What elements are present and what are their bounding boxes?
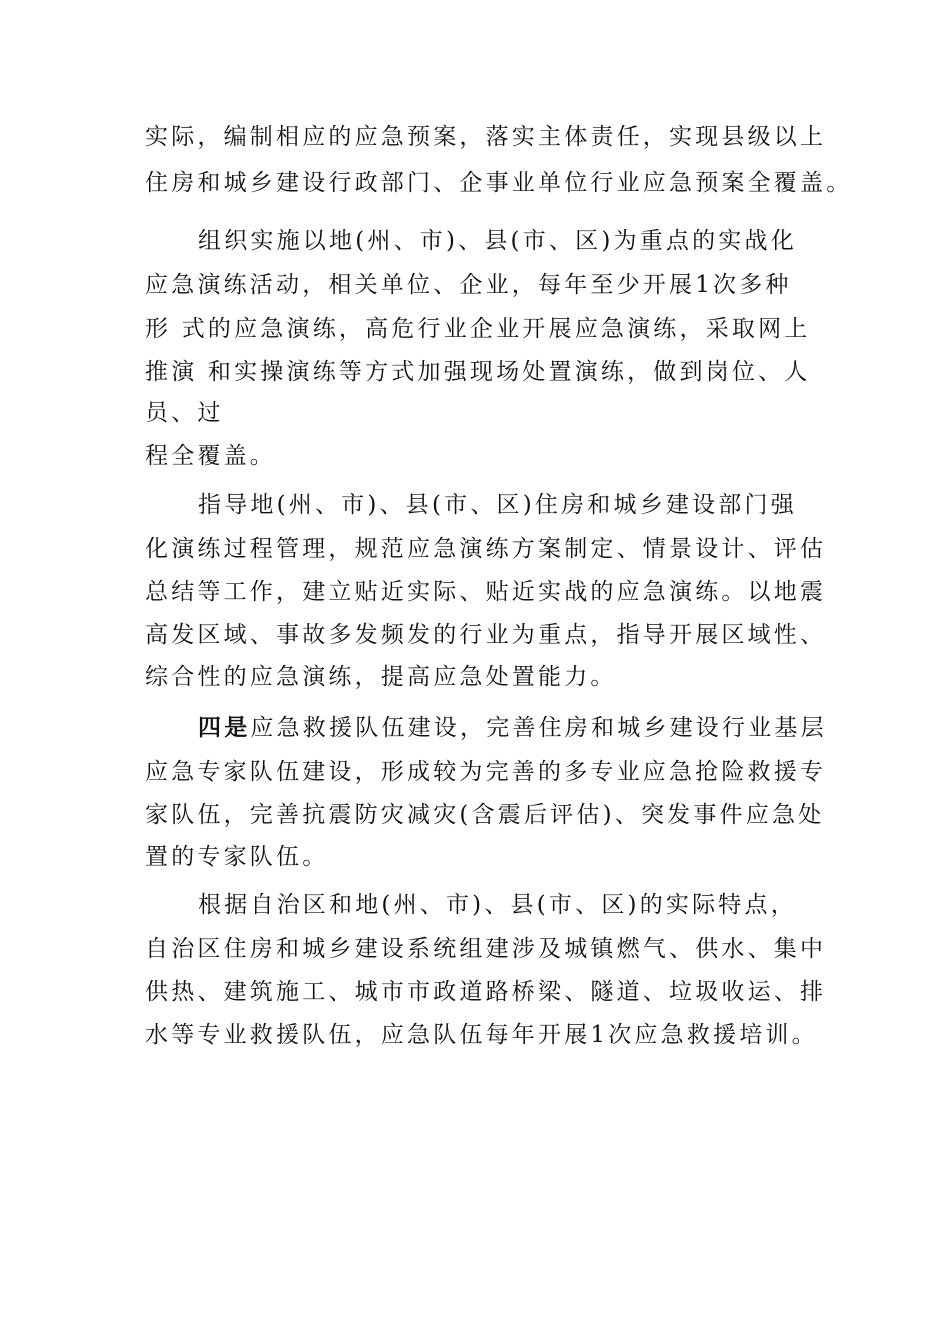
text-line: 程全覆盖。 <box>145 443 276 469</box>
text-line: 实际，编制相应的应急预案，落实主体责任，实现县级以上 <box>145 124 827 150</box>
paragraph-first-line <box>198 713 827 743</box>
text-line: 应急演练活动，相关单位、企业，每年至少开展1次多种 <box>145 272 792 298</box>
text-line: 自治区住房和城乡建设系统组建涉及城镇燃气、供水、集中 <box>145 936 827 962</box>
text-line: 员、过 <box>145 400 224 426</box>
text-line: 综合性的应急演练，提高应急处置能力。 <box>145 664 617 690</box>
text-line: 供热、建筑施工、城市市政道路桥梁、隧道、垃圾收运、排 <box>145 979 827 1005</box>
text-line: 水等专业救援队伍，应急队伍每年开展1次应急救援培训。 <box>145 1022 818 1048</box>
text-line: 家队伍，完善抗震防灾减灾(含震后评估)、突发事件应急处 <box>145 802 825 828</box>
text-line: 形 式的应急演练，高危行业企业开展应急演练，采取网上 <box>145 316 811 342</box>
text-line: 高发区域、事故多发频发的行业为重点，指导开展区域性、 <box>145 622 827 648</box>
text-line: 根据自治区和地(州、市)、县(市、区)的实际特点， <box>198 892 797 918</box>
text-line: 总结等工作，建立贴近实际、贴近实战的应急演练。以地震 <box>145 579 827 605</box>
text-line: 指导地(州、市)、县(市、区)住房和城乡建设部门强 <box>198 492 797 518</box>
text-line: 置的专家队伍。 <box>145 844 329 870</box>
text-line: 推演 和实操演练等方式加强现场处置演练，做到岗位、人 <box>145 359 811 385</box>
text-segment: 应急救援队伍建设，完善住房和城乡建设行业基层 <box>250 715 827 741</box>
text-line: 组织实施以地(州、市)、县(市、区)为重点的实战化 <box>198 228 797 254</box>
emphasis-label: 四是 <box>198 714 251 741</box>
text-line: 住房和城乡建设行政部门、企事业单位行业应急预案全覆盖。 <box>145 170 853 196</box>
text-line: 应急专家队伍建设，形成较为完善的多专业应急抢险救援专 <box>145 759 827 785</box>
text-line: 化演练过程管理，规范应急演练方案制定、情景设计、评估 <box>145 536 827 562</box>
